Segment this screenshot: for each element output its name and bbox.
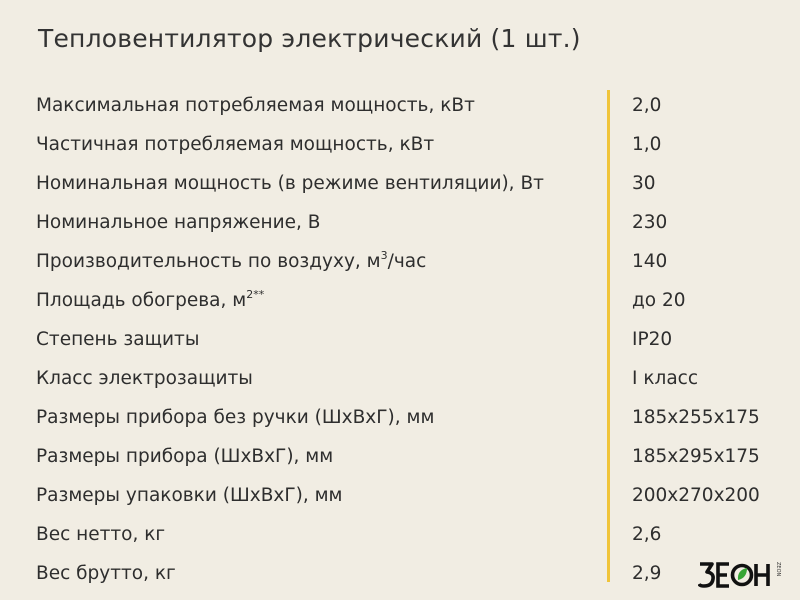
spec-label: Класс электрозащиты — [36, 368, 253, 389]
spec-value: 30 — [632, 173, 656, 194]
spec-value: 2,6 — [632, 524, 662, 545]
spec-value: 2,0 — [632, 95, 662, 116]
spec-label: Номинальное напряжение, В — [36, 212, 321, 233]
spec-value: 1,0 — [632, 134, 662, 155]
page-title: Тепловентилятор электрический (1 шт.) — [38, 24, 581, 53]
spec-row — [0, 476, 800, 516]
spec-label: Размеры прибора (ШхВхГ), мм — [36, 446, 334, 467]
spec-value: I класс — [632, 368, 699, 389]
spec-row — [0, 515, 800, 555]
spec-label-text: Производительность по воздуху, м — [36, 251, 381, 272]
superscript: 3 — [380, 249, 388, 262]
spec-value: 230 — [632, 212, 668, 233]
spec-label-text: Площадь обогрева, м — [36, 290, 247, 311]
spec-value: 185x255x175 — [632, 407, 760, 428]
leaf-icon — [738, 568, 747, 580]
spec-label: Размеры упаковки (ШхВхГ), мм — [36, 485, 343, 506]
spec-label: Степень защиты — [36, 329, 200, 350]
spec-label: Номинальная мощность (в режиме вентиляции), Вт — [36, 173, 544, 194]
spec-row — [0, 320, 800, 360]
spec-label: Частичная потребляемая мощность, кВт — [36, 134, 435, 155]
spec-value: 2,9 — [632, 563, 662, 584]
spec-label — [36, 242, 426, 282]
spec-row — [0, 86, 800, 126]
spec-row — [0, 554, 800, 594]
spec-row — [0, 203, 800, 243]
spec-value: до 20 — [632, 290, 686, 311]
spec-label: Вес нетто, кг — [36, 524, 166, 545]
spec-value: IP20 — [632, 329, 673, 350]
spec-value: 200x270x200 — [632, 485, 760, 506]
spec-label: Максимальная потребляемая мощность, кВт — [36, 95, 475, 116]
spec-label-text: /час — [387, 251, 427, 272]
spec-row — [0, 164, 800, 204]
spec-row — [0, 437, 800, 477]
spec-row — [0, 398, 800, 438]
spec-row — [0, 359, 800, 399]
spec-label: Размеры прибора без ручки (ШхВхГ), мм — [36, 407, 435, 428]
spec-row — [0, 242, 800, 282]
spec-value: 140 — [632, 251, 668, 272]
spec-label: Вес брутто, кг — [36, 563, 176, 584]
spec-row — [0, 281, 800, 321]
spec-value: 185x295x175 — [632, 446, 760, 467]
spec-row — [0, 125, 800, 165]
brand-logo — [698, 558, 790, 592]
logo-subtext: ZEON — [775, 562, 781, 577]
spec-label — [36, 281, 264, 321]
superscript: 2** — [246, 288, 265, 301]
